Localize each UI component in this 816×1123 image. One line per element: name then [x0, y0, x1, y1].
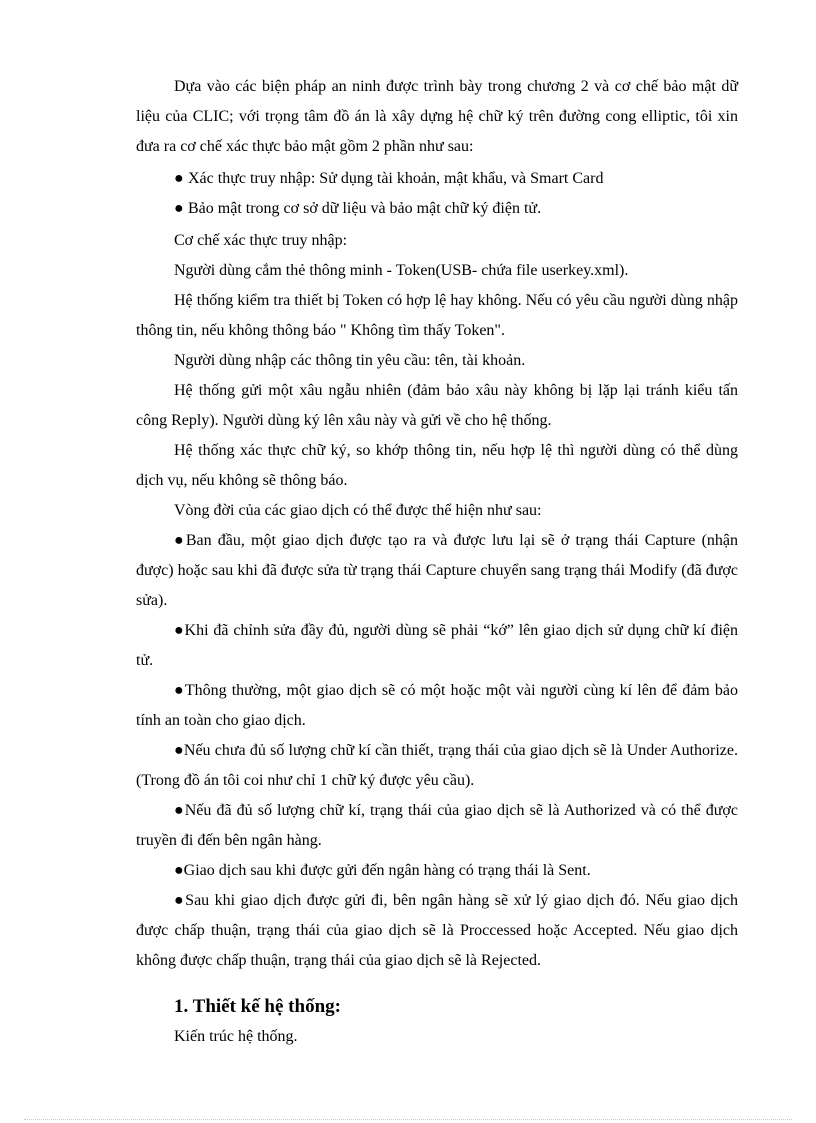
lifecycle-item-capture: ●Ban đầu, một giao dịch được tạo ra và được lưu lại sẽ ở trạng thái Capture (nhận được) hoặc sau khi đã được sửa từ trạng thái Capture chuyển sang trạng thái Modify (đã được sửa).: [136, 532, 739, 609]
bullet-icon: ●: [174, 200, 184, 217]
bullet-icon: ●: [174, 892, 186, 909]
lifecycle-title: Vòng đời của các giao dịch có thể được thể hiện như sau:: [174, 502, 542, 519]
bullet-icon: ●: [174, 170, 184, 187]
lifecycle-item-sign: ●Khi đã chỉnh sửa đầy đủ, người dùng sẽ phải “kớ” lên giao dịch sử dụng chữ kí điện tử.: [136, 622, 738, 669]
lifecycle-item-processed: ●Sau khi giao dịch được gửi đi, bên ngân hàng sẽ xử lý giao dịch đó. Nếu giao dịch được chấp thuận, trạng thái của giao dịch sẽ là Proccessed hoặc Accepted. Nếu giao dịch không được chấp thuận, trạng thái của giao dịch sẽ là Rejected.: [136, 892, 738, 969]
architecture-paragraph: Kiến trúc hệ thống.: [174, 1028, 298, 1045]
bullet-icon: ●: [174, 682, 185, 699]
footer-divider: [24, 1119, 792, 1120]
intro-paragraph: Dựa vào các biện pháp an ninh được trình bày trong chương 2 và cơ chế bảo mật dữ liệu của CLIC; với trọng tâm đồ án là xây dựng hệ chữ ký trên đường cong elliptic, tôi xin đưa ra cơ chế xác thực bảo mật gồm 2 phần như sau:: [136, 78, 738, 155]
step-random-string: Hệ thống gửi một xâu ngẫu nhiên (đảm bảo xâu này không bị lặp lại tránh kiểu tấn công Reply). Người dùng ký lên xâu này và gửi về cho hệ thống.: [136, 382, 738, 429]
bullet-item-security: ● Bảo mật trong cơ sở dữ liệu và bảo mật chữ ký điện tử.: [136, 194, 738, 224]
lifecycle-item-authorized: ●Nếu đã đủ số lượng chữ kí, trạng thái của giao dịch sẽ là Authorized và có thể được truyền đi đến bên ngân hàng.: [136, 802, 738, 849]
lifecycle-item-sent: ●Giao dịch sau khi được gửi đến ngân hàng có trạng thái là Sent.: [174, 862, 591, 879]
step-enter-info: Người dùng nhập các thông tin yêu cầu: tên, tài khoản.: [174, 352, 526, 369]
bullet-icon: ●: [174, 622, 185, 639]
step-insert-token: Người dùng cắm thẻ thông minh - Token(USB- chứa file userkey.xml).: [174, 262, 629, 279]
section-heading: 1. Thiết kế hệ thống:: [174, 996, 341, 1017]
lifecycle-item-under-authorize: ●Nếu chưa đủ số lượng chữ kí cần thiết, trạng thái của giao dịch sẽ là Under Authorize. (Trong đồ án tôi coi như chỉ 1 chữ ký được yêu cầu).: [136, 742, 738, 789]
step-verify-signature: Hệ thống xác thực chữ ký, so khớp thông tin, nếu hợp lệ thì người dùng có thể dùng dịch vụ, nếu không sẽ thông báo.: [136, 442, 738, 489]
bullet-icon: ●: [174, 742, 184, 759]
step-check-token: Hệ thống kiểm tra thiết bị Token có hợp lệ hay không. Nếu có yêu cầu người dùng nhập thông tin, nếu không thông báo " Không tìm thấy Token".: [136, 292, 738, 339]
document-page: [136, 72, 738, 1052]
bullet-item-access: ● Xác thực truy nhập: Sử dụng tài khoản, mật khẩu, và Smart Card: [136, 164, 738, 194]
lifecycle-item-cosign: ●Thông thường, một giao dịch sẽ có một hoặc một vài người cùng kí lên để đảm bảo tính an toàn cho giao dịch.: [136, 682, 738, 729]
access-mechanism-title: Cơ chế xác thực truy nhập:: [174, 232, 348, 249]
bullet-icon: ●: [174, 532, 186, 549]
bullet-icon: ●: [174, 862, 184, 879]
bullet-icon: ●: [174, 802, 185, 819]
